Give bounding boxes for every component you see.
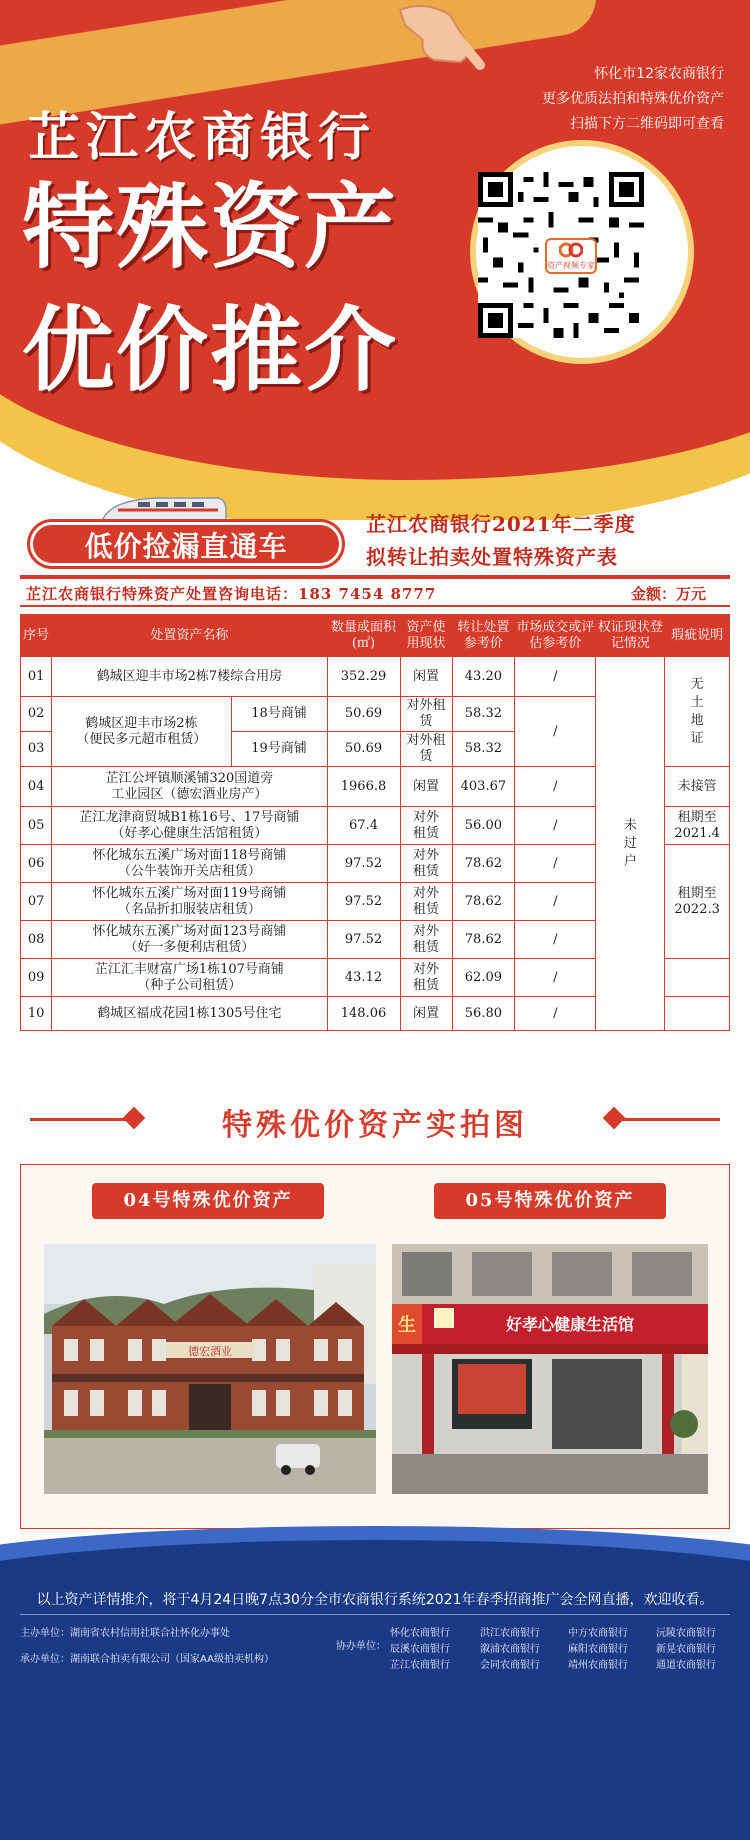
building-sign-text: 德宏酒业 xyxy=(188,1345,232,1358)
lease-term-date: 2022.3 xyxy=(674,901,720,917)
cell-no: 10 xyxy=(21,997,52,1031)
cell-price: 403.67 xyxy=(452,767,515,807)
cell-name: 鹤城区福成花园1栋1305号住宅 xyxy=(52,997,327,1031)
cell-defect-land xyxy=(665,657,730,767)
cell-price: 56.00 xyxy=(452,807,515,845)
cell-market: / xyxy=(515,921,596,959)
cell-area: 67.4 xyxy=(327,807,400,845)
table-row xyxy=(21,657,730,697)
cell-name xyxy=(52,959,327,997)
bank-name: 通道农商银行 xyxy=(656,1660,716,1671)
qr-logo xyxy=(545,238,597,274)
hero-banner xyxy=(0,0,750,520)
cell-no: 04 xyxy=(21,767,52,807)
title-diamond-left xyxy=(123,1107,146,1130)
bank-name: 会同农商银行 xyxy=(480,1660,540,1671)
col-header-price: 转让处置参考价 xyxy=(452,615,515,657)
col-header-cert: 权证现状登记情况 xyxy=(596,615,665,657)
title-line-right xyxy=(610,1118,720,1121)
cell-area: 97.52 xyxy=(327,921,400,959)
cell-area: 43.12 xyxy=(327,959,400,997)
bank-name: 中方农商银行 xyxy=(568,1628,628,1639)
bank-name: 洪江农商银行 xyxy=(480,1628,540,1639)
shop-photo-05[interactable] xyxy=(392,1244,708,1494)
cell-price: 78.62 xyxy=(452,883,515,921)
footer-divider xyxy=(20,1614,730,1615)
cell-status-line2: 租赁 xyxy=(413,825,440,841)
table-title-line2: 拟转让拍卖处置特殊资产表 xyxy=(366,545,618,569)
cell-defect-empty xyxy=(665,997,730,1031)
cell-no: 08 xyxy=(21,921,52,959)
side-line-2: 更多优质法拍和特殊优价资产 xyxy=(542,91,724,107)
app-logo-icon xyxy=(559,242,583,258)
cell-no: 02 xyxy=(21,697,52,732)
cell-market: / xyxy=(515,997,596,1031)
cell-area: 50.69 xyxy=(327,697,400,732)
cell-status-line1: 对外 xyxy=(413,809,440,825)
lease-term-label: 租期至 xyxy=(677,885,717,901)
cell-status-line1: 对外 xyxy=(413,961,440,977)
bank-name: 怀化农商银行 xyxy=(390,1628,450,1639)
cell-name-line1: 芷江汇丰财富广场1栋107号商铺 xyxy=(94,961,284,977)
cell-price: 56.80 xyxy=(452,997,515,1031)
cell-no: 01 xyxy=(21,657,52,697)
bank-name: 辰溪农商银行 xyxy=(390,1644,450,1655)
cell-sub-name: 19号商铺 xyxy=(231,732,327,767)
cell-no: 09 xyxy=(21,959,52,997)
cell-name-line2: 工业园区（德宏酒业房产） xyxy=(111,786,268,802)
cell-status: 闲置 xyxy=(400,997,452,1031)
cell-no: 03 xyxy=(21,732,52,767)
cell-status xyxy=(400,883,452,921)
cell-status: 对外租赁 xyxy=(400,697,452,732)
cell-status: 对外租赁 xyxy=(400,732,452,767)
photos-section-title: 特殊优价资产实拍图 xyxy=(222,1108,528,1143)
main-title-line1: 特殊资产 xyxy=(22,174,399,281)
cell-market: / xyxy=(515,883,596,921)
cell-name xyxy=(52,921,327,959)
cell-name-line1: 芷江公坪镇顺溪铺320国道旁 xyxy=(105,770,274,786)
promo-label: 低价捡漏直通车 xyxy=(30,522,342,566)
cell-area: 97.52 xyxy=(327,845,400,883)
defect-no-land-cert: 无土地证 xyxy=(690,676,704,746)
cell-price: 78.62 xyxy=(452,921,515,959)
cell-status-line2: 租赁 xyxy=(413,977,440,993)
cell-name-line2: （好孝心健康生活馆租赁） xyxy=(111,825,268,841)
cell-status-line1: 对外 xyxy=(413,885,440,901)
photo-caption-04: 04号特殊优价资产 xyxy=(92,1183,324,1219)
divider xyxy=(20,575,730,579)
cell-area: 148.06 xyxy=(327,997,400,1031)
cell-sub-name: 18号商铺 xyxy=(231,697,327,732)
amount-unit: 金额：万元 xyxy=(630,585,706,603)
cell-price: 58.32 xyxy=(452,732,515,767)
lease-term-date: 2021.4 xyxy=(674,825,720,841)
bank-name: 靖州农商银行 xyxy=(568,1660,628,1671)
cell-name-line2: （好一多便利店租赁） xyxy=(124,939,255,955)
main-title-line2: 优价推介 xyxy=(22,297,399,404)
cell-price: 43.20 xyxy=(452,657,515,697)
cell-name-line1: 鹤城区迎丰市场2栋 xyxy=(85,715,198,731)
cell-market: / xyxy=(515,697,596,767)
cell-market: / xyxy=(515,959,596,997)
cell-name xyxy=(52,883,327,921)
bank-name: 麻阳农商银行 xyxy=(568,1644,628,1655)
table-header-row xyxy=(21,615,730,657)
cell-market: / xyxy=(515,807,596,845)
consult-phone[interactable]: 芷江农商银行特殊资产处置咨询电话：183 7454 8777 xyxy=(26,585,437,603)
bank-name: 溆浦农商银行 xyxy=(480,1644,540,1655)
cell-price: 58.32 xyxy=(452,697,515,732)
organizer-unit: 承办单位：湖南联合拍卖有限公司（国家AA级拍卖机构） xyxy=(20,1654,274,1665)
broadcast-notice: 以上资产详情推介，将于4月24日晚7点30分全市农商银行系统2021年春季招商推广会全网直播，欢迎收看。 xyxy=(36,1592,714,1608)
cell-name: 鹤城区迎丰市场2栋7楼综合用房 xyxy=(52,657,327,697)
cell-name xyxy=(52,807,327,845)
cell-status-line1: 对外 xyxy=(413,847,440,863)
col-header-area: 数量或面积(㎡) xyxy=(327,615,400,657)
cell-market: / xyxy=(515,657,596,697)
pointing-hand-icon xyxy=(395,0,485,70)
col-header-name: 处置资产名称 xyxy=(52,615,327,657)
cell-status: 闲置 xyxy=(400,767,452,807)
cell-name-line1: 芷江龙津商贸城B1栋16号、17号商铺 xyxy=(79,809,300,825)
assets-table xyxy=(20,614,730,1031)
cell-name xyxy=(52,697,231,767)
cell-name xyxy=(52,845,327,883)
cell-name-line1: 怀化城东五溪广场对面119号商铺 xyxy=(92,885,287,901)
cell-status-line2: 租赁 xyxy=(413,939,440,955)
cell-defect-empty xyxy=(665,959,730,997)
qr-logo-text: 资产视频专家 xyxy=(547,261,595,270)
lease-term-label: 租期至 xyxy=(677,809,717,825)
table-title-line1: 芷江农商银行2021年二季度 xyxy=(366,512,636,536)
co-organizer-label: 协办单位： xyxy=(336,1641,386,1652)
cell-no: 05 xyxy=(21,807,52,845)
col-header-defect: 瑕疵说明 xyxy=(665,615,730,657)
cell-status-line2: 租赁 xyxy=(413,863,440,879)
shop-sign-left-text: 生 xyxy=(398,1315,416,1336)
cell-status-line1: 对外 xyxy=(413,923,440,939)
side-line-3: 扫描下方二维码即可查看 xyxy=(570,116,724,132)
photo-caption-05: 05号特殊优价资产 xyxy=(434,1183,666,1219)
col-header-no: 序号 xyxy=(21,615,52,657)
cell-area: 1966.8 xyxy=(327,767,400,807)
host-unit: 主办单位：湖南省农村信用社联合社怀化办事处 xyxy=(20,1628,230,1639)
cell-defect xyxy=(665,807,730,845)
cell-name-line1: 怀化城东五溪广场对面118号商铺 xyxy=(92,847,287,863)
cell-cert-status xyxy=(596,657,665,1031)
cell-price: 62.09 xyxy=(452,959,515,997)
cell-name xyxy=(52,767,327,807)
cell-status xyxy=(400,959,452,997)
side-line-1: 怀化市12家农商银行 xyxy=(594,66,724,82)
bank-name: 芷江农商银行 xyxy=(390,1660,450,1671)
cell-defect xyxy=(665,845,730,959)
cell-status: 闲置 xyxy=(400,657,452,697)
building-photo-04[interactable] xyxy=(44,1244,376,1494)
cell-name-line2: （公牛装饰开关店租赁） xyxy=(117,863,261,879)
bank-name: 新晃农商银行 xyxy=(656,1644,716,1655)
cell-area: 352.29 xyxy=(327,657,400,697)
cell-status xyxy=(400,921,452,959)
cell-name-line2: （名品折扣服装店租赁） xyxy=(117,901,261,917)
qr-instruction-text xyxy=(464,62,724,137)
cell-name-line1: 怀化城东五溪广场对面123号商铺 xyxy=(92,923,287,939)
cell-area: 97.52 xyxy=(327,883,400,921)
cell-name-line2: （种子公司租赁） xyxy=(137,977,242,993)
cell-no: 07 xyxy=(21,883,52,921)
cell-area: 50.69 xyxy=(327,732,400,767)
col-header-market: 市场成交或评估参考价 xyxy=(515,615,596,657)
bank-name: 沅陵农商银行 xyxy=(656,1628,716,1639)
cell-status-line2: 租赁 xyxy=(413,901,440,917)
bank-name-title: 芷江农商银行 xyxy=(28,107,377,168)
cell-market: / xyxy=(515,845,596,883)
cert-status-text: 未过户 xyxy=(623,817,637,869)
divider xyxy=(20,605,730,607)
cell-status xyxy=(400,807,452,845)
col-header-status: 资产使用现状 xyxy=(400,615,452,657)
footer-background xyxy=(0,1540,750,1840)
shop-sign-text: 好孝心健康生活馆 xyxy=(505,1315,635,1334)
cell-price: 78.62 xyxy=(452,845,515,883)
cell-defect: 未接管 xyxy=(665,767,730,807)
cell-market: / xyxy=(515,767,596,807)
cell-status xyxy=(400,845,452,883)
cell-name-line2: （便民多元超市租赁） xyxy=(76,731,207,747)
cell-no: 06 xyxy=(21,845,52,883)
